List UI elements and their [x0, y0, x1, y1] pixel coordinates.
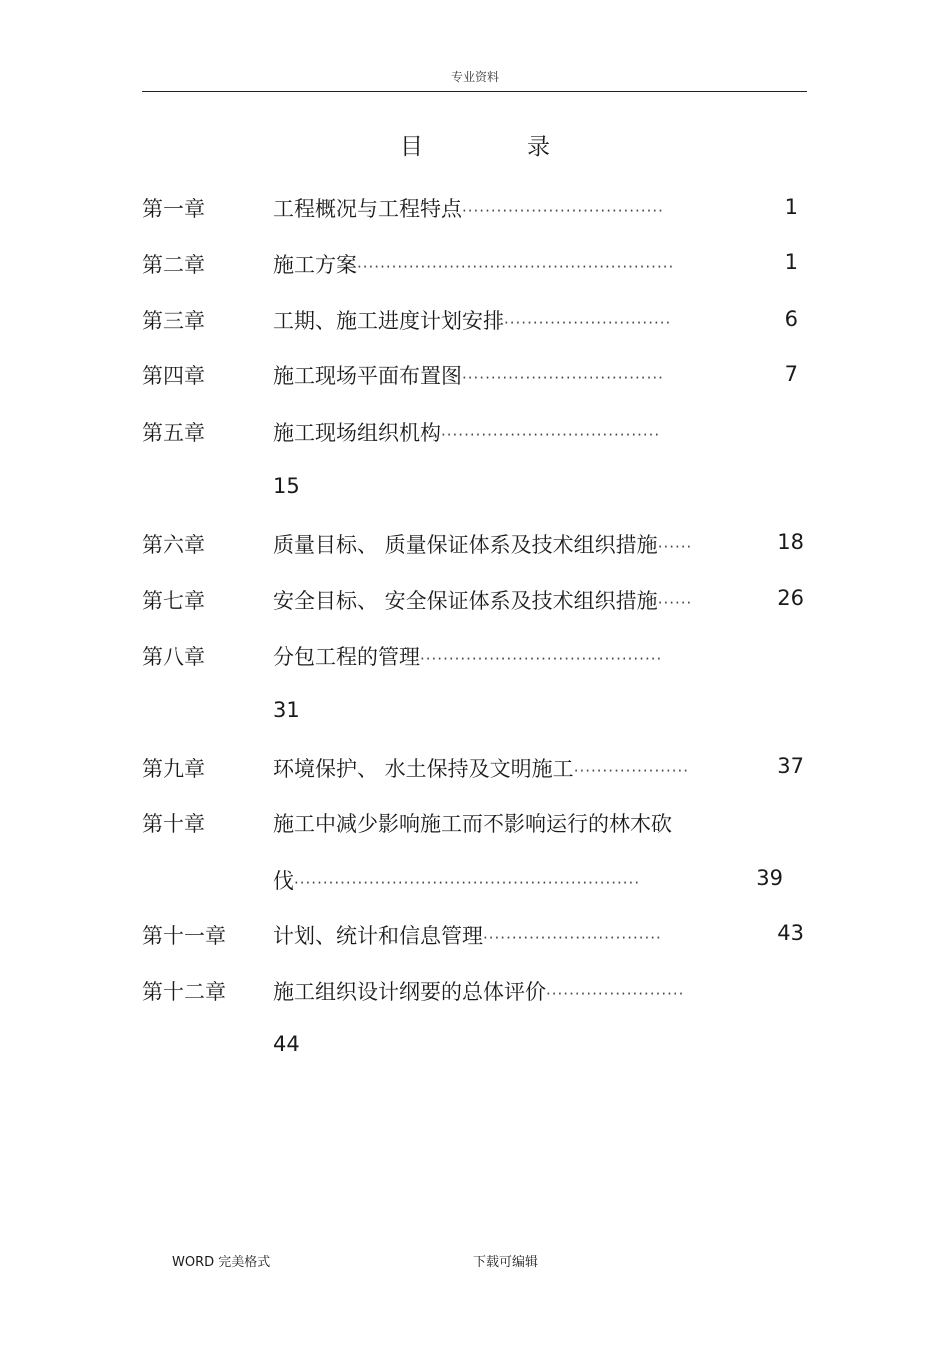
toc-entry-title-continued[interactable]: [273, 865, 640, 895]
header-divider: [142, 91, 807, 92]
toc-chapter-label: 第十一章: [142, 924, 226, 948]
toc-entry-title[interactable]: [273, 920, 662, 950]
toc-leader-dots: ··········································: [420, 650, 663, 668]
toc-entry-title[interactable]: [273, 529, 692, 559]
toc-entry-title[interactable]: [273, 976, 684, 1006]
toc-title-text: 分包工程的管理: [273, 645, 420, 669]
toc-page-number[interactable]: 26: [777, 586, 804, 610]
toc-leader-dots: ·····························: [504, 314, 672, 332]
page-header: 专业资料: [450, 70, 499, 84]
toc-page-number[interactable]: 43: [777, 921, 804, 945]
footer-right-text: 下载可编辑: [473, 1255, 539, 1270]
toc-chapter-label: 第一章: [142, 197, 205, 221]
toc-leader-dots: ·······························: [483, 929, 662, 947]
toc-chapter-label: 第六章: [142, 533, 205, 557]
toc-chapter-label: 第十章: [142, 812, 205, 836]
toc-title-text: 工程概况与工程特点: [273, 197, 462, 221]
toc-chapter-label: 第二章: [142, 253, 205, 277]
toc-entry-title[interactable]: [273, 360, 664, 390]
toc-page-number[interactable]: 31: [273, 698, 300, 722]
toc-page-number[interactable]: 44: [273, 1032, 300, 1056]
toc-entry-title[interactable]: [273, 249, 674, 279]
toc-leader-dots: ······: [657, 538, 693, 556]
toc-page-number[interactable]: 6: [784, 307, 798, 331]
toc-leader-dots: ···································: [462, 202, 664, 220]
toc-title-char-1: 目: [400, 134, 423, 160]
toc-chapter-label: 第四章: [142, 364, 205, 388]
toc-page-number[interactable]: 7: [784, 362, 798, 386]
toc-chapter-label: 第三章: [142, 309, 205, 333]
toc-leader-dots: ······································: [441, 426, 661, 444]
footer-left-text: WORD 完美格式: [172, 1255, 271, 1270]
toc-entry-title[interactable]: [273, 417, 660, 447]
toc-leader-dots: ······: [657, 594, 693, 612]
toc-title-text: 施工组织设计纲要的总体评价: [273, 980, 546, 1004]
toc-title-text: 施工方案: [273, 253, 357, 277]
toc-title-text: 施工现场平面布置图: [273, 364, 462, 388]
toc-title-text: 施工现场组织机构: [273, 421, 441, 445]
toc-title-text: 质量目标、 质量保证体系及技术组织措施: [273, 533, 658, 557]
toc-leader-dots: ···································: [462, 369, 664, 387]
toc-title-text: 工期、施工进度计划安排: [273, 309, 504, 333]
toc-entry-title[interactable]: [273, 305, 671, 335]
toc-chapter-label: 第七章: [142, 589, 205, 613]
toc-title-char-2: 录: [527, 134, 550, 160]
toc-page-number[interactable]: 39: [756, 866, 783, 890]
toc-chapter-label: 第八章: [142, 645, 205, 669]
toc-entry-title[interactable]: [273, 193, 664, 223]
toc-title-text: 环境保护、 水土保持及文明施工: [273, 757, 574, 781]
toc-leader-dots: ························: [546, 985, 685, 1003]
toc-entry-title[interactable]: [273, 641, 662, 671]
toc-chapter-label: 第十二章: [142, 980, 226, 1004]
toc-title-text: 安全目标、 安全保证体系及技术组织措施: [273, 589, 658, 613]
toc-page-number[interactable]: 15: [273, 474, 300, 498]
toc-title-text: 伐: [273, 869, 294, 893]
toc-page-number[interactable]: 1: [784, 250, 798, 274]
toc-title-text: 计划、统计和信息管理: [273, 924, 483, 948]
toc-leader-dots: ·······················································: [357, 258, 675, 276]
toc-chapter-label: 第五章: [142, 421, 205, 445]
toc-leader-dots: ····························································: [294, 874, 641, 892]
toc-entry-title[interactable]: [273, 585, 692, 615]
toc-leader-dots: ····················: [573, 762, 690, 780]
toc-chapter-label: 第九章: [142, 757, 205, 781]
toc-page-number[interactable]: 37: [777, 754, 804, 778]
toc-entry-title[interactable]: 施工中减少影响施工而不影响运行的林木砍: [273, 812, 672, 836]
toc-page-number[interactable]: 18: [777, 530, 804, 554]
toc-entry-title[interactable]: [273, 753, 689, 783]
toc-page-number[interactable]: 1: [784, 195, 798, 219]
